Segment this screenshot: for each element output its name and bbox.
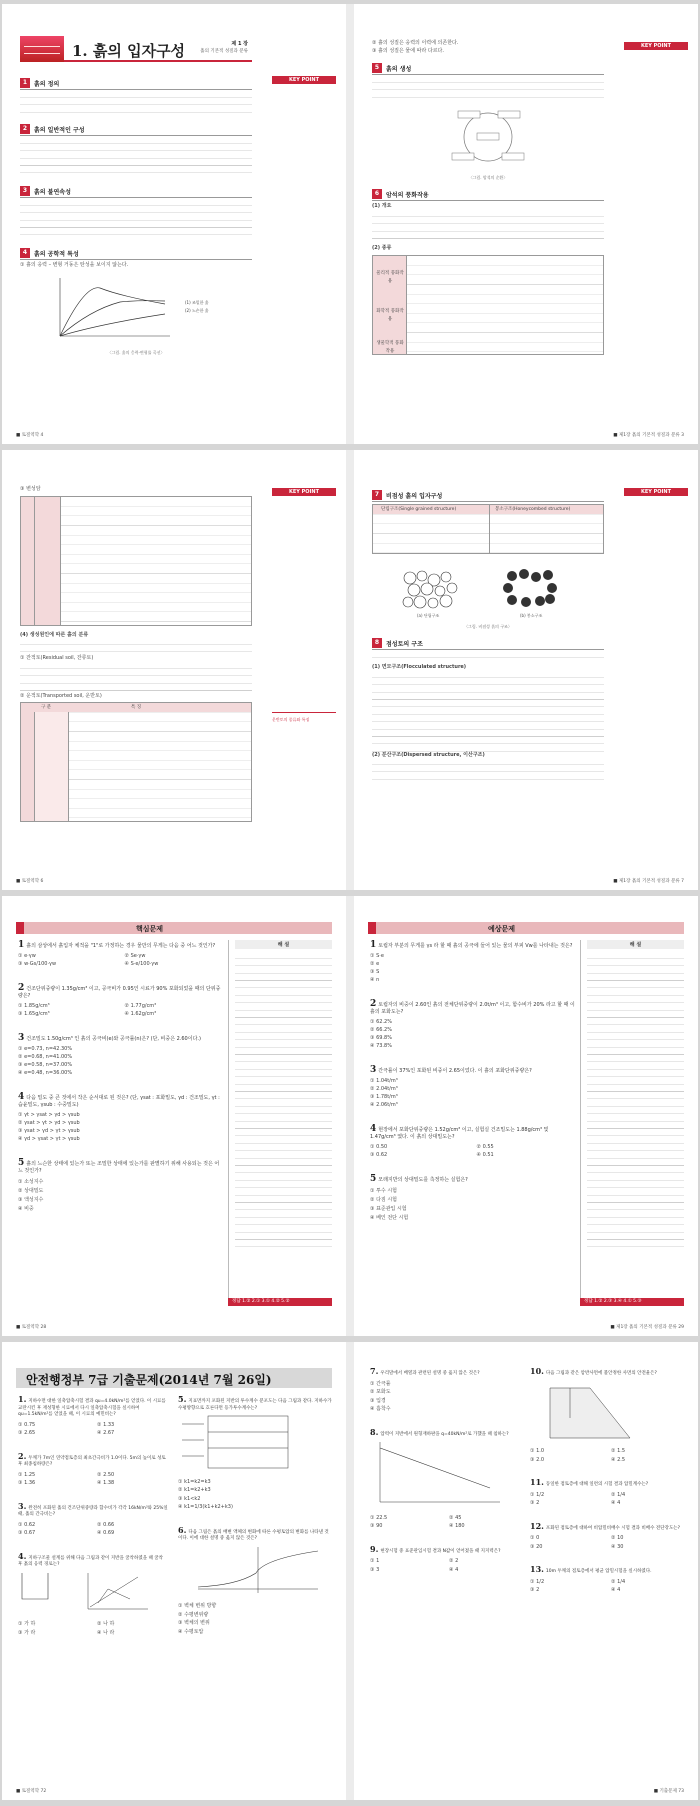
- permeability-figure: [178, 1412, 328, 1472]
- page-72: [2, 1342, 346, 1800]
- page-7: [354, 450, 698, 890]
- list-item: ② 흙의 성질은 응력의 이력에 의존한다.: [372, 40, 459, 46]
- subheading: (1) 개요: [372, 203, 392, 209]
- key-point-note: 운반토의 종류와 특징: [272, 717, 310, 722]
- earth-pressure-figure: [178, 1543, 328, 1597]
- page-footer: ■ 제1장 흙의 기본적 성질과 분류 29: [610, 1324, 684, 1330]
- chapter-title: 1. 흙의 입자구성: [72, 42, 186, 60]
- question: 13. 10m 두께의 점토층에서 평균 압밀시험을 실시하였다. ① 1/2 ② 1/4 ③ 2 ④ 4: [530, 1564, 652, 1593]
- spread-4: [2, 1342, 698, 1800]
- paragraph: [20, 138, 252, 178]
- question: 1 토립자 부분의 무게를 γs 라 할 때 흙의 공극에 들어 있는 물의 부피 Vw를 나타내는 것은? ① S·e ② e ③ S ④ n: [370, 940, 573, 983]
- spread-1: [2, 4, 698, 444]
- banner-title: 핵심문제: [136, 925, 164, 933]
- table-header: 봉소구조(Honeycombed structure): [495, 507, 571, 512]
- key-point-tag: KEY POINT: [624, 42, 688, 50]
- table-row-label: 물리적 풍화작용: [376, 271, 404, 284]
- section-heading: 3 흙의 불연속성: [20, 186, 252, 196]
- question: 5 모래지반의 상대밀도를 측정하는 실험은? ① 투수 시험 ② 다짐 시험 ③ 표준관입 시험 ④ 베인 전단 시험: [370, 1174, 468, 1221]
- question: 4 현장에서 포화단위중량은 1.52g/cm³ 이고, 실험실 건조밀도는 1.88g/cm³ 및 1.47g/cm³ 였다. 이 흙의 상대밀도는? ① 0.50 ② 0.55 ③ 0.62 ④ 0.51: [370, 1124, 549, 1158]
- paragraph: [20, 663, 252, 693]
- svg-text:(2) 느슨한 흙: (2) 느슨한 흙: [185, 307, 209, 313]
- svg-text:(b) 봉소구조: (b) 봉소구조: [520, 613, 543, 618]
- exam-column-2: [530, 1368, 684, 1610]
- chapter-image: [20, 36, 64, 62]
- question: 5. 지표면까지 포화된 지반의 투수계수 분포도는 다음 그림과 같다. 지하수가 수평방향으로 흐른다면 등가투수계수는? ① k1=k2=k3 ② k1=k2+k3 ③ k1<k2 ④ k1=1/3(k1+k2+k3): [178, 1394, 332, 1510]
- section-heading: 8 점성토의 구조: [372, 638, 604, 648]
- weathering-table: [372, 255, 604, 355]
- answer-header: 해 설: [235, 940, 332, 949]
- figure-caption: 〈그림. 비점성 흙의 구조〉: [464, 624, 512, 629]
- question: 10. 다음 그림과 같은 암반사면에 불안정한 사면의 안전율은? ① 1.0 ② 1.5 ③ 2.0 ④ 2.5: [530, 1368, 684, 1463]
- page-footer: ■ 토질역학 4: [16, 432, 43, 438]
- answer-column: [580, 940, 684, 1306]
- question: 9. 현장시험 중 표준관입시험 결과 N값이 얻어졌을 때 지지력은? ① 1 ② 2 ③ 3 ④ 4: [370, 1543, 501, 1573]
- figure-caption: 〈그림. 암석의 순환〉: [468, 175, 508, 180]
- section-heading: 5 흙의 생성: [372, 63, 604, 73]
- key-point-tag: KEY POINT: [272, 488, 336, 496]
- page-footer: ■ 제1장 흙의 기본적 성질과 분류 3: [613, 432, 684, 438]
- table-header: 특 징: [131, 705, 142, 710]
- page-footer: ■ 기출문제 73: [654, 1788, 684, 1794]
- figure-caption: 〈그림. 흙의 응력-변형률 곡선〉: [107, 349, 165, 355]
- settlement-chart: [370, 1438, 510, 1508]
- section-heading: 2 흙의 일반적인 구성: [20, 124, 252, 134]
- table-header: 단립구조(Single grained structure): [381, 507, 457, 512]
- spread-2: [2, 450, 698, 890]
- question: 5 흙의 느슨한 상태에 있는가 또는 조밀한 상태에 있는가를 판별하기 위해 사용되는 것은 어느 것인가? ① 소성지수 ② 상대밀도 ③ 액성지수 ④ 비중: [18, 1158, 220, 1212]
- paragraph: [20, 639, 252, 655]
- structure-table: [372, 504, 604, 554]
- banner-title: 예상문제: [488, 925, 516, 933]
- exam-column-1: [18, 1396, 168, 1652]
- table-row-label: 생물학적 풍화작용: [376, 341, 404, 354]
- rock-slope-figure: [530, 1378, 680, 1442]
- question-column: [18, 940, 223, 1228]
- solution-lines: [587, 953, 684, 1253]
- question: 3 간극률이 37%인 포화된 비중이 2.65이었다. 이 흙의 포화단위중량은? ① 1.04t/m³ ② 2.04t/m³ ③ 1.78t/m³ ④ 2.06t/m³: [370, 1065, 532, 1108]
- key-point-tag: KEY POINT: [624, 488, 688, 496]
- section-heading: 4 흙의 공학적 특성: [20, 248, 252, 258]
- key-point-divider: [272, 712, 336, 713]
- answer-header: 해 설: [587, 940, 684, 949]
- svg-text:(1) 조밀한 흙: (1) 조밀한 흙: [185, 299, 209, 305]
- question: 2. 두께가 7m인 연약점토층의 최초간극비가 1.0이다. 5m의 높이로 성토 후 최종침하량은? ① 1.25 ② 2.50 ③ 1.36 ④ 1.38: [18, 1450, 166, 1486]
- page-5: [354, 4, 698, 444]
- solution-lines: [235, 953, 332, 1253]
- list-item: ① 흙의 응력 – 변형 거동은 탄성을 보이지 않는다.: [20, 262, 129, 268]
- section-heading: 1 흙의 정의: [20, 78, 252, 88]
- question: 4. 지하구조물 설계를 위해 다음 그림과 같이 지반을 굴착하였을 때 굴착 후 흙의 응력 경로는? ① 가 하 ② 나 하 ③ 가 라 ④ 나 라: [18, 1550, 163, 1636]
- question: 3 건조밀도 1.50g/cm³ 인 흙의 공극비(e)와 공극률(n)은? (단, 비중은 2.60이다.) ① e=0.73, n=42.30% ② e=0.68, n=41.00% ③ e=0.58, n=37.00% ④ e=0.48, n=36.00%: [18, 1033, 201, 1076]
- paragraph: [372, 759, 604, 781]
- table-header: 구 분: [41, 705, 52, 710]
- section-heading: 7 비점성 흙의 입자구성: [372, 490, 604, 500]
- question: 3. 완전히 포화된 흙의 건조단위중량과 함수비가 각각 16kN/m³와 25%일 때, 흙의 간극비는? ① 0.62 ② 0.66 ③ 0.67 ④ 0.69: [18, 1500, 168, 1536]
- stress-strain-curve: [40, 274, 230, 344]
- question: 4 다음 밀도 중 큰 것에서 작은 순서대로 된 것은? (단, γsat : 포화밀도, γd : 건조밀도, γt : 습윤밀도, γsub : 수중밀도) ① γt > γsat > γd > γsub ② γsat > γt > γd > γsub ③ γsat > γd > γt > γsub ④ γd > γsat > γt > γsub: [18, 1092, 220, 1142]
- section-heading: 6 암석의 풍화작용: [372, 189, 604, 199]
- question: 12. 포화된 점토층에 대하여 비압밀비배수 시험 결과 비배수 전단강도는? ① 0 ② 10 ③ 20 ④ 30: [530, 1520, 681, 1550]
- list-item: ③ 변성암: [20, 486, 41, 492]
- transport-table: [20, 702, 252, 822]
- question-column: [370, 940, 575, 1237]
- page-28: [2, 896, 346, 1336]
- page-footer: ■ 제1장 흙의 기본적 성질과 분류 7: [613, 878, 684, 884]
- page-6: [2, 450, 346, 890]
- spread-3: [2, 896, 698, 1336]
- question: 8. 압력이 지반에서 원형재하판을 q=40kN/m²로 가했을 때 침하는? ① 22.5 ② 45 ③ 90 ④ 180: [370, 1426, 509, 1529]
- question: 1. 지하수면 대한 일축압축시험 결과 qu=4.0kN/m²를 얻었다. 이 시료를 교란시킨 후 재성형한 시료에서 다시 일축압축시험을 실시하여 qu=1.5kN/m²를 얻었을 때, 이 시료의 예민비는? ① 0.75 ② 1.33 ③ 2.65 ④ 2.67: [18, 1394, 166, 1436]
- paragraph: [20, 200, 252, 240]
- page-73: [354, 1342, 698, 1800]
- chapter-subtitle: 흙의 기본적 성질과 분류: [200, 49, 248, 54]
- table-row-label: 화학적 풍화작용: [376, 309, 404, 322]
- page-29: [354, 896, 698, 1336]
- stress-path-figure: [18, 1569, 158, 1615]
- answer-strip: 정답 1.② 2.③ 3.④ 4.① 5.③: [580, 1298, 684, 1306]
- list-item: ① 잔적토(Residual soil, 잔류토): [20, 655, 94, 661]
- list-item: ② 운적토(Transported soil, 운반토): [20, 692, 102, 699]
- question: 11. 동일한 점토층에 대해 일련의 시험 결과 압밀계수는? ① 1/2 ② 1/4 ③ 2 ④ 4: [530, 1477, 649, 1506]
- exam-column-2: [178, 1396, 332, 1651]
- list-item: ③ 흙의 성질은 물에 따라 다르다.: [372, 47, 444, 54]
- list-item: (2) 분산구조(Dispersed structure, 이산구조): [372, 751, 485, 758]
- rock-cycle-figure: [372, 103, 604, 173]
- subheading: (2) 종류: [372, 244, 392, 251]
- exam-title: 안전행정부 7급 기출문제(2014년 7월 26일): [26, 1373, 272, 1387]
- page-footer: ■ 토질역학 28: [16, 1324, 46, 1330]
- subheading: (4) 생성원인에 따른 흙의 분류: [20, 631, 89, 638]
- section-banner: [16, 922, 332, 934]
- paragraph: [372, 672, 604, 752]
- page-footer: ■ 토질역학 6: [16, 878, 43, 884]
- answer-strip: 정답 1.② 2.① 3.① 4.② 5.②: [228, 1298, 332, 1306]
- exam-title-banner: [16, 1368, 332, 1388]
- paragraph: [372, 652, 604, 664]
- rock-table: [20, 496, 252, 626]
- question: 1 흙의 삼상에서 흙입자 체적을 "1"로 가정하는 경우 물만의 무게는 다음 중 어느 것인가? ① e·γw ② Se·γw ③ w·Gs/100·γw ④ S·e/100·γw: [18, 940, 216, 967]
- list-item: (1) 면모구조(Flocculated structure): [372, 664, 467, 670]
- question: 6. 다음 그림은 흙의 배변 액체의 변화에 따른 수평토압의 변화를 나타낸 것이다. 이에 대한 설명 중 옳지 않은 것은? ① 벽체 변위 방향 ② 수평변위량 ③ 벽체의 변위 ④ 수평토압: [178, 1524, 329, 1635]
- chapter-number: 제 1 장: [231, 41, 248, 47]
- soil-structure-figure: [372, 560, 604, 622]
- paragraph: [372, 77, 604, 99]
- stress-strain-figure: [40, 274, 232, 348]
- page-4: [2, 4, 346, 444]
- section-banner: [368, 922, 684, 934]
- question: 2 건조단위중량이 1.35g/cm³ 이고, 공극비가 0.95인 시료가 90% 포화되었을 때의 단위중량은? ① 1.85g/cm³ ② 1.77g/cm³ ③ 1.65g/cm³ ④ 1.62g/cm³: [18, 983, 221, 1017]
- page-footer: ■ 토질역학 72: [16, 1788, 46, 1794]
- exam-column-1: [370, 1368, 520, 1589]
- svg-text:(a) 단립구조: (a) 단립구조: [417, 613, 440, 618]
- question: 2 토립자의 비중이 2.60인 흙의 전체단위중량이 2.0t/m³ 이고, 함수비가 20% 라고 할 때 이 흙의 포화도는? ① 62.2% ② 66.2% ③ 69.8% ④ 73.8%: [370, 999, 575, 1049]
- paragraph: [372, 211, 604, 241]
- question: 7. 우리말에서 배열과 관련된 설명 중 옳지 않은 것은? ① 간극률 ② 포화도 ③ 입경 ④ 흡착수: [370, 1366, 480, 1412]
- chapter-banner: [20, 36, 252, 62]
- answer-column: [228, 940, 332, 1306]
- paragraph: [20, 92, 252, 116]
- key-point-tag: KEY POINT: [272, 76, 336, 84]
